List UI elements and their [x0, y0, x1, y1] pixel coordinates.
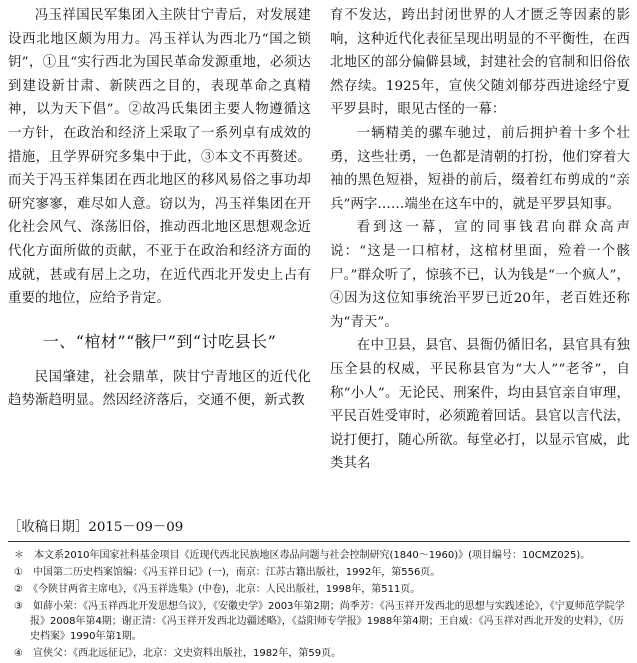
- received-date: ［收稿日期］2015－09－09: [8, 520, 184, 535]
- quoted-paragraph: 一辆精美的骡车驰过，前后拥护着十多个壮勇，这些壮勇，一色都是清朝的打扮，他们穿着大袖的黑色短褂，短褂的前后，缀着红布剪成的“亲兵”两字……端坐在这车中的，就是平罗县知事。: [330, 125, 630, 212]
- zhongwei-paragraph: 在中卫县，县官、县衙仍循旧名，县官具有独压全县的权威，平民称县官为“大人”“老爷”，自称“小人”。无论民、刑案件，均由县官亲自审理，平民百姓受审时，必须跪着回话。县官以言代法，说打便打，随心所欲。每堂必打，以显示官威，此类其名: [330, 338, 630, 472]
- left-column: [8, 4, 311, 535]
- footnote-fund: ＊ 本文系2010年国家社科基金项目《近现代西北民族地区毒品问题与社会控制研究(1840～1960)》(项目编号：10CMZ025)。: [14, 550, 591, 561]
- footnote-4: ④ 宣侠父：《西北远征记》，北京：文史资料出版社，1982年，第59页。: [14, 648, 342, 659]
- section-paragraph: 民国肇建，社会鼎革，陕甘宁青地区的近代化趋势渐趋明显。然因经济落后，交通不便，新式教: [8, 369, 311, 409]
- footnote-3: ③ 如薛小荣：《冯玉祥西北开发思想刍议》，《安徽史学》2003年第2期；尚季芳：《冯玉祥开发西北的思想与实践述论》，《宁夏师范学院学报》2008年第4期；谢正清：《冯玉祥开发西北边疆述略》，《益阳师专学报》1988年第4期；王自威：《冯玉祥对西北开发的史料》，《历史档案》1990年第1期。: [14, 601, 625, 642]
- intro-paragraph: 冯玉祥国民军集团入主陕甘宁青后，对发展建设西北地区颇为用力。冯玉祥认为西北乃“国之锁钥”，①且“实行西北为国民革命发源重地，必须达到建设新甘肃、新陕西之目的，表现革命之真精神，以为天下倡”。②故冯氏集团主要人物遵循这一方针，在政治和经济上采取了一系列卓有成效的措施，且学界研究多集中于此，③本文不再赘述。而关于冯玉祥集团在西北地区的移风易俗之事功却研究寥寥，难尽如人意。窃以为，冯玉祥集团在开化社会风气、涤荡旧俗，推动西北地区思想观念近代化方面所做的贡献，不亚于在政治和经济方面的成就，甚或有居上之功，在近代西北开发史上占有重要的地位，应给予肯定。: [8, 8, 311, 307]
- footnote-divider: [8, 541, 630, 542]
- footnote-1: ① 中国第二历史档案馆编：《冯玉祥日记》(一)，南京：江苏古籍出版社，1992年，第556页。: [14, 567, 441, 578]
- right-column: [330, 4, 630, 476]
- footnotes: [8, 548, 630, 663]
- quote-reaction-paragraph: 看到这一幕，宣的同事钱君向群众高声说：“这是一口棺材，这棺材里面，殓着一个骸尸。”群众听了，惊骇不已，认为钱是“一个疯人”，④因为这位知事统治平罗已近20年，老百姓还称为“青天”。: [330, 220, 630, 330]
- footnote-2: ② 《今陕甘两省主席电》，《冯玉祥选集》(中卷)，北京：人民出版社，1998年，第511页。: [14, 584, 421, 595]
- section-heading: 一、“棺材”“骸尸”到“讨吃县长”: [42, 331, 277, 351]
- continued-paragraph: 育不发达，跨出封闭世界的人才匮乏等因素的影响，这种近代化表征呈现出明显的不平衡性，在西北地区的部分偏僻县域，封建社会的官制和旧俗依然存续。1925年，宣侠父随刘郁芬西进途经宁夏平罗县时，眼见古怪的一幕：: [330, 8, 630, 118]
